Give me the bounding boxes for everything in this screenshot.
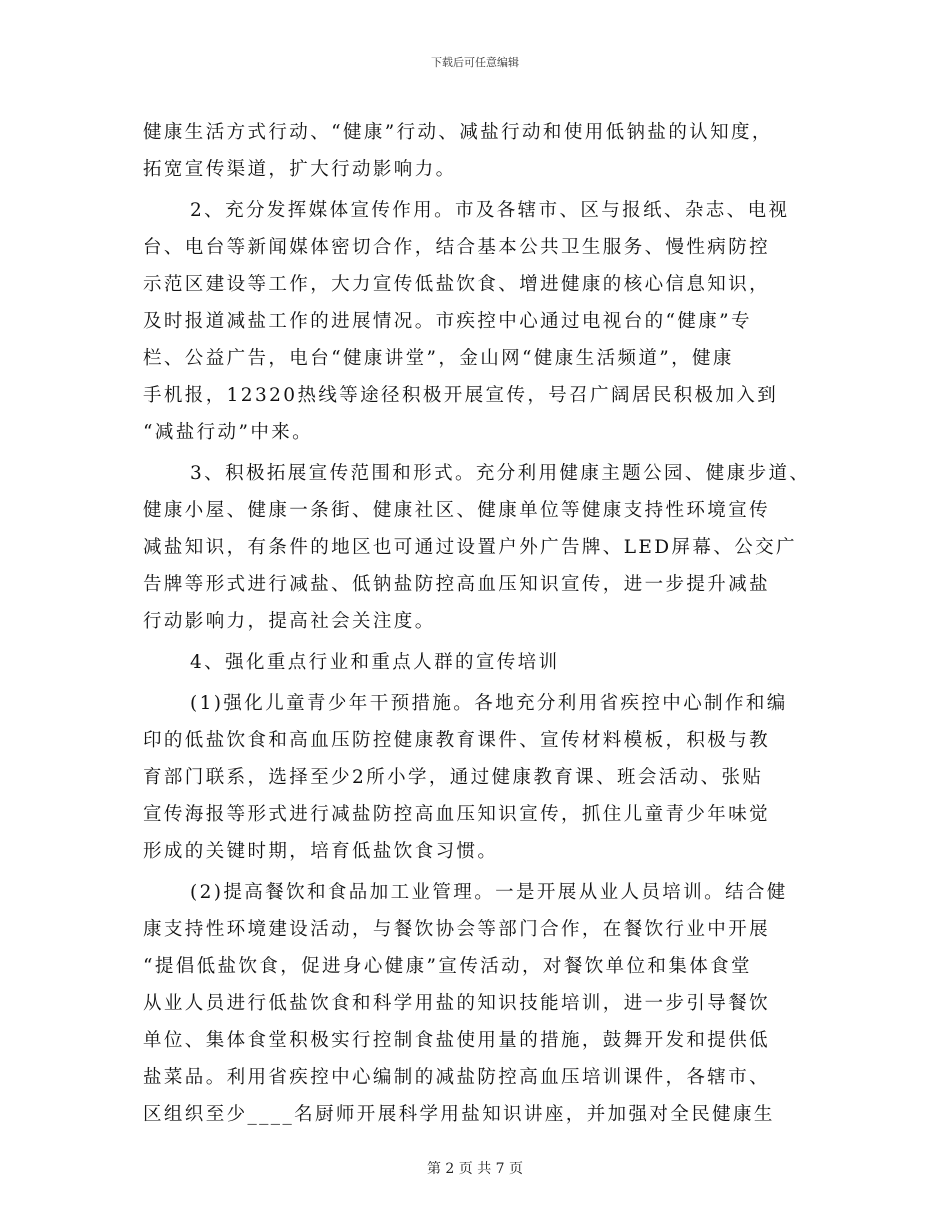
paragraph [143, 455, 828, 640]
text-line: 宣传海报等形式进行减盐防控高血压知识宣传，抓住儿童青少年味觉 [143, 804, 771, 825]
text-line: 4、强化重点行业和重点人群的宣传培训 [190, 652, 560, 673]
text-line: 告牌等形式进行减盐、低钠盐防控高血压知识宣传，进一步提升减盐 [143, 574, 771, 595]
text-line: 台、电台等新闻媒体密切合作，结合基本公共卫生服务、慢性病防控 [143, 237, 771, 258]
text-line: 育部门联系，选择至少2所小学，通过健康教育课、班会活动、张贴 [143, 767, 764, 788]
text-line: 减盐知识，有条件的地区也可通过设置户外广告牌、LED屏幕、公交广 [143, 537, 797, 558]
paragraph [143, 685, 828, 870]
paragraph [143, 114, 828, 188]
paragraph [143, 192, 828, 451]
text-line: 健康生活方式行动、“健康”行动、减盐行动和使用低钠盐的认知度， [143, 122, 773, 143]
text-line: 栏、公益广告，电台“健康讲堂”，金山网“健康生活频道”，健康 [143, 348, 734, 369]
text-line: 示范区建设等工作，大力宣传低盐饮食、增进健康的核心信息知识， [143, 274, 771, 295]
text-line: 单位、集体食堂积极实行控制食盐使用量的措施，鼓舞开发和提供低 [143, 1030, 771, 1051]
text-line: 从业人员进行低盐饮食和科学用盐的知识技能培训，进一步引导餐饮 [143, 993, 771, 1014]
page-header: 下载后可任意编辑 [431, 56, 519, 69]
text-line: 3、积极拓展宣传范围和形式。充分利用健康主题公园、健康步道、 [190, 463, 811, 484]
text-line: 盐菜品。利用省疾控中心编制的减盐防控高血压培训课件，各辖市、 [143, 1067, 771, 1088]
text-line: 拓宽宣传渠道，扩大行动影响力。 [143, 159, 457, 180]
text-line: 形成的关键时期，培育低盐饮食习惯。 [143, 841, 499, 862]
document-body [143, 110, 828, 1133]
text-line: (2)提高餐饮和食品加工业管理。一是开展从业人员培训。结合健 [190, 882, 788, 903]
page-footer: 第 2 页 共 7 页 [426, 1161, 524, 1177]
text-line: “减盐行动”中来。 [143, 422, 314, 443]
paragraph [143, 874, 828, 1133]
text-line: 2、充分发挥媒体宣传作用。市及各辖市、区与报纸、杂志、电视 [190, 200, 790, 221]
text-line: 手机报，12320热线等途径积极开展宣传，号召广阔居民积极加入到 [143, 385, 779, 406]
text-line: 行动影响力，提高社会关注度。 [143, 611, 436, 632]
text-line: 健康小屋、健康一条街、健康社区、健康单位等健康支持性环境宣传 [143, 500, 771, 521]
text-line: 康支持性环境建设活动，与餐饮协会等部门合作，在餐饮行业中开展 [143, 919, 771, 940]
text-line: (1)强化儿童青少年干预措施。各地充分利用省疾控中心制作和编 [190, 693, 788, 714]
text-line: 印的低盐饮食和高血压防控健康教育课件、宣传材料模板，积极与教 [143, 730, 771, 751]
section-heading [143, 644, 828, 681]
text-line: “提倡低盐饮食，促进身心健康”宣传活动，对餐饮单位和集体食堂 [143, 956, 752, 977]
text-line: 及时报道减盐工作的进展情况。市疾控中心通过电视台的“健康”专 [143, 311, 752, 332]
text-line: 区组织至少____名厨师开展科学用盐知识讲座，并加强对全民健康生 [143, 1104, 775, 1125]
